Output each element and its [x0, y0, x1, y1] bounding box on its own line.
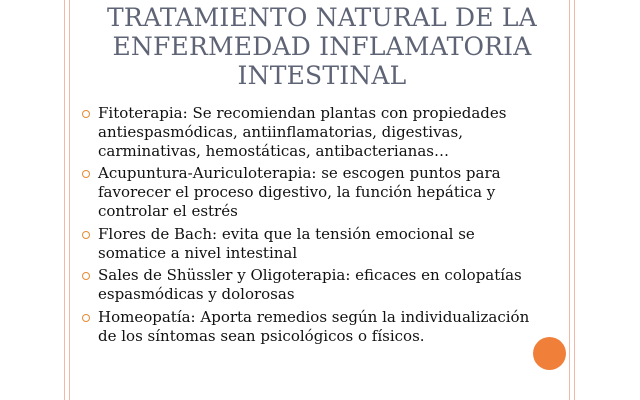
title-line: INTESTINAL: [237, 61, 407, 90]
bullet-text: [98, 308, 542, 346]
bullet-line: somatice a nivel intestinal: [98, 243, 298, 262]
bullet-item: [82, 104, 542, 161]
orange-corner-dot: [533, 337, 566, 370]
bullet-item: [82, 225, 542, 263]
hollow-circle-bullet-icon: [82, 314, 90, 322]
hollow-circle-bullet-icon: [82, 272, 90, 280]
bullet-line: Acupuntura-Auriculoterapia: se escogen puntos para: [98, 164, 501, 183]
right-frame-line-inner: [569, 0, 570, 400]
bullet-line: favorecer el proceso digestivo, la función hepática y: [98, 183, 496, 202]
bullet-line: Homeopatía: Aporta remedios según la individualización: [98, 307, 530, 326]
slide-title: [92, 3, 552, 90]
hollow-circle-bullet-icon: [82, 231, 90, 239]
bullet-item: [82, 266, 542, 304]
bullet-text: [98, 164, 542, 221]
bullet-line: espasmódicas y dolorosas: [98, 285, 295, 304]
bullet-line: Fitoterapia: Se recomiendan plantas con propiedades: [98, 104, 507, 122]
hollow-circle-bullet-icon: [82, 110, 90, 118]
bullet-line: Flores de Bach: evita que la tensión emocional se: [98, 224, 475, 243]
bullet-line: controlar el estrés: [98, 202, 238, 221]
bullet-line: carminativas, hemostáticas, antibacterianas…: [98, 142, 449, 160]
bullet-text: [98, 225, 542, 263]
left-frame-line-inner: [69, 0, 70, 400]
bullet-line: antiespasmódicas, antiinflamatorias, digestivas,: [98, 123, 463, 141]
hollow-circle-bullet-icon: [82, 170, 90, 178]
bullet-item: [82, 164, 542, 221]
bullet-item: [82, 308, 542, 346]
bullet-list: [82, 104, 542, 349]
left-frame-line-outer: [64, 0, 65, 400]
bullet-text: [98, 266, 542, 304]
right-frame-line-outer: [574, 0, 575, 400]
title-line: ENFERMEDAD INFLAMATORIA: [112, 32, 532, 61]
bullet-text: [98, 104, 542, 161]
bullet-line: Sales de Shüssler y Oligoterapia: eficaces en colopatías: [98, 266, 522, 285]
title-line: TRATAMIENTO NATURAL DE LA: [107, 3, 537, 32]
bullet-line: de los síntomas sean psicológicos o físicos.: [98, 326, 425, 345]
